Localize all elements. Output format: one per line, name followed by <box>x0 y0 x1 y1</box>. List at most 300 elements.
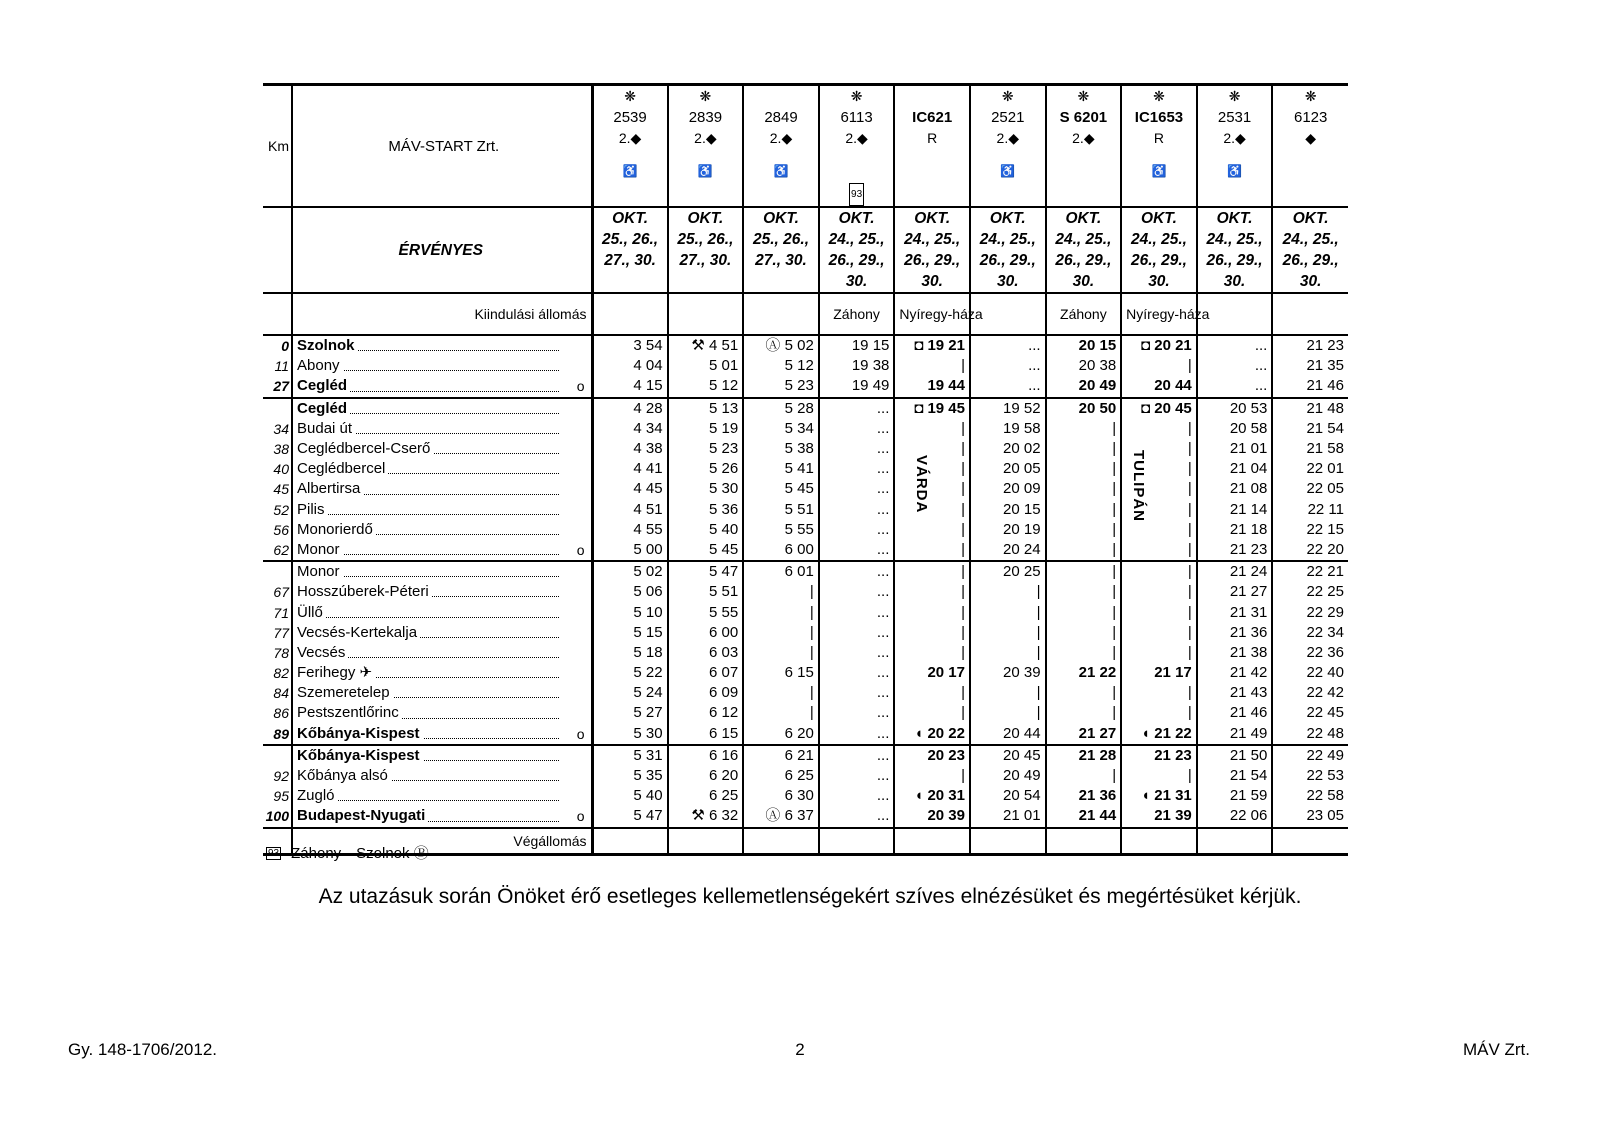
time-cell: 21 44 <box>1046 806 1122 827</box>
time-cell: 19 49 <box>819 376 895 397</box>
station-name: Abony <box>297 357 343 374</box>
station-name: Ferihegy ✈ <box>297 664 375 681</box>
time-cell: 22 06 <box>1197 806 1273 827</box>
time-cell: | <box>1046 602 1122 622</box>
time-cell: 5 45 <box>743 479 819 499</box>
train-number: 6113 <box>840 109 873 126</box>
validity-row <box>263 207 1348 293</box>
time-cell: 21 24 <box>1197 561 1273 582</box>
validity-line: 26., 29., <box>1206 252 1263 269</box>
time-cell: 20 25 <box>970 561 1046 582</box>
time-cell: 5 23 <box>743 376 819 397</box>
time-cell: 20 49 <box>970 766 1046 786</box>
time-cell: ⚒ 6 32 <box>668 806 744 827</box>
time-cell: 5 55 <box>743 520 819 540</box>
time-cell: 20 17 <box>894 663 970 683</box>
validity-line: 24., 25., <box>1130 231 1187 248</box>
validity-line: 24., 25., <box>1055 231 1112 248</box>
flag-icon: ❋ <box>624 88 636 104</box>
time-cell: ◘ 20 45 <box>1121 398 1197 419</box>
train-column-header <box>970 85 1046 208</box>
time-cell: 5 36 <box>668 500 744 520</box>
time-cell: 21 59 <box>1197 786 1273 806</box>
time-cell: ... <box>819 540 895 561</box>
validity-line: 26., 29., <box>1130 252 1187 269</box>
station-name-cell <box>292 745 592 766</box>
time-cell: | <box>743 602 819 622</box>
time-cell: 19 38 <box>819 356 895 376</box>
station-row <box>263 398 1348 419</box>
validity-line: 30. <box>997 273 1019 290</box>
train-column-header <box>668 85 744 208</box>
train-column-header <box>592 85 668 208</box>
origin-station: Nyíregy-háza <box>1121 293 1197 335</box>
station-name: Üllő <box>297 604 326 621</box>
km-value: 34 <box>263 419 292 439</box>
time-cell: | <box>894 459 970 479</box>
time-cell: 5 45 <box>668 540 744 561</box>
time-cell: | <box>1046 540 1122 561</box>
train-class: 2.◆ <box>845 130 868 146</box>
timetable <box>263 83 1348 856</box>
time-cell: 22 15 <box>1306 520 1344 538</box>
time-cell: | <box>1046 419 1122 439</box>
station-row <box>263 786 1348 806</box>
time-cell: Ⓐ 5 02 <box>743 335 819 356</box>
station-name-cell <box>292 561 592 582</box>
time-cell: 5 31 <box>592 745 668 766</box>
origin-label: Kiindulási állomás <box>292 293 592 335</box>
time-cell: 22 21 <box>1272 561 1348 582</box>
validity-line: 27., 30. <box>755 252 807 269</box>
time-cell: ... <box>819 398 895 419</box>
time-cell: 21 14 <box>1197 500 1273 520</box>
time-cell: | <box>743 703 819 723</box>
destination-cell <box>592 828 668 855</box>
km-value <box>263 561 292 582</box>
leader-dots <box>297 617 559 618</box>
time-cell: 20 44 <box>1121 376 1197 397</box>
km-value: 45 <box>263 479 292 499</box>
time-cell: 21 17 <box>1121 663 1197 683</box>
accessibility-icon: ♿ <box>1151 164 1167 178</box>
flag-icon <box>899 86 965 107</box>
time-cell: | <box>894 602 970 622</box>
time-cell: 22 29 <box>1306 603 1344 621</box>
time-cell: ... <box>819 683 895 703</box>
station-name: Vecsés-Kertekalja <box>297 624 420 641</box>
destination-cell <box>1046 828 1122 855</box>
origin-station: Záhony <box>1046 293 1122 335</box>
time-cell: 21 27 <box>1197 582 1273 602</box>
time-cell: 22 40 <box>1306 664 1344 682</box>
flag-icon: ❋ <box>699 88 712 104</box>
station-name-cell <box>292 398 592 419</box>
destination-cell <box>819 828 895 855</box>
arrival-marker: o <box>576 808 585 825</box>
destination-cell <box>743 828 819 855</box>
time-cell: 20 45 <box>970 745 1046 766</box>
km-value <box>263 398 292 419</box>
time-cell: ... <box>970 376 1046 397</box>
train-number: 2849 <box>764 109 798 126</box>
time-cell: 20 38 <box>1046 356 1122 376</box>
station-row <box>263 806 1348 827</box>
time-cell: | <box>894 439 970 459</box>
time-cell: ... <box>819 786 895 806</box>
validity-dates <box>1197 207 1273 293</box>
time-cell: 21 23 <box>1121 745 1197 766</box>
time-cell: 5 47 <box>668 561 744 582</box>
time-cell: 20 58 <box>1197 419 1273 439</box>
time-cell: ... <box>819 520 895 540</box>
time-cell: 22 42 <box>1306 684 1344 702</box>
time-cell: | <box>743 582 819 602</box>
train-name-vertical: VÁRDA <box>913 455 930 514</box>
time-cell: 6 07 <box>668 663 744 683</box>
footnote-ref: 93 <box>849 183 864 206</box>
km-value: 92 <box>263 766 292 786</box>
flag-icon: ❋ <box>850 88 863 104</box>
time-cell: | <box>894 703 970 723</box>
train-class: R <box>1153 130 1165 146</box>
time-cell: 4 28 <box>592 398 668 419</box>
flag-icon: ❋ <box>1304 88 1317 104</box>
arrival-marker: o <box>576 725 585 742</box>
validity-line <box>598 271 663 292</box>
time-cell: 21 31 <box>1197 602 1273 622</box>
time-cell: 5 38 <box>743 439 819 459</box>
time-cell: | <box>894 520 970 540</box>
time-cell: 21 01 <box>1197 439 1273 459</box>
time-cell: | <box>1121 683 1197 703</box>
time-cell: 21 46 <box>1197 703 1273 723</box>
time-cell: | <box>1046 459 1122 479</box>
origin-station <box>592 293 668 335</box>
time-cell: 5 13 <box>668 398 744 419</box>
km-value: 11 <box>263 356 292 376</box>
train-class: 2.◆ <box>1072 130 1095 146</box>
station-name: Budai út <box>297 420 355 437</box>
station-row <box>263 663 1348 683</box>
validity-line: 30. <box>1148 273 1170 290</box>
time-cell: 6 20 <box>743 724 819 745</box>
train-number: IC621 <box>912 109 953 126</box>
station-name-cell <box>292 623 592 643</box>
time-cell: ... <box>819 643 895 663</box>
time-cell: 4 41 <box>592 459 668 479</box>
validity-line: OKT. <box>1065 210 1102 227</box>
station-name: Kőbánya-Kispest <box>297 725 423 742</box>
time-cell: ◖ 20 22 <box>894 724 970 745</box>
time-cell: 21 48 <box>1272 398 1348 419</box>
time-cell: | <box>1046 643 1122 663</box>
flag-icon <box>748 86 814 107</box>
time-cell: 5 30 <box>668 479 744 499</box>
station-name-cell <box>292 806 592 827</box>
time-cell: | <box>894 643 970 663</box>
time-cell: 20 24 <box>970 540 1046 561</box>
station-row <box>263 683 1348 703</box>
accessibility-icon: ♿ <box>622 164 638 178</box>
time-cell: 6 00 <box>668 623 744 643</box>
time-cell: 5 40 <box>668 520 744 540</box>
station-row <box>263 643 1348 663</box>
time-cell: 21 01 <box>970 806 1046 827</box>
time-cell: | <box>1121 479 1197 499</box>
time-cell: ... <box>819 766 895 786</box>
station-name: Pilis <box>297 501 328 518</box>
station-row <box>263 623 1348 643</box>
station-row <box>263 724 1348 745</box>
time-cell: | <box>1121 623 1197 643</box>
time-cell: 5 22 <box>592 663 668 683</box>
time-cell: 6 21 <box>743 745 819 766</box>
time-cell: 21 39 <box>1121 806 1197 827</box>
time-cell: | <box>894 582 970 602</box>
flag-icon: ❋ <box>1001 88 1014 104</box>
validity-line: 30. <box>1072 273 1095 290</box>
validity-dates <box>1121 207 1197 293</box>
time-cell: | <box>1121 602 1197 622</box>
document-number: Gy. 148-1706/2012. <box>68 1040 218 1059</box>
time-cell: 21 38 <box>1197 643 1273 663</box>
validity-line <box>673 271 739 292</box>
time-cell: ... <box>1197 376 1273 397</box>
validity-line: 24., 25., <box>1206 231 1263 248</box>
origin-station: Nyíregy-háza <box>894 293 970 335</box>
leader-dots <box>297 514 559 515</box>
time-cell: ◘ 20 21 <box>1121 335 1197 356</box>
time-cell: 22 58 <box>1306 787 1344 805</box>
time-cell: 21 42 <box>1197 663 1273 683</box>
train-column-header <box>1046 85 1122 208</box>
accessibility-icon: ♿ <box>773 164 789 178</box>
time-cell: | <box>1046 439 1122 459</box>
km-value <box>263 745 292 766</box>
time-cell: 5 26 <box>668 459 744 479</box>
time-cell: ◘ 19 45 <box>894 398 970 419</box>
train-class: 2.◆ <box>996 130 1019 146</box>
time-cell: 5 35 <box>592 766 668 786</box>
time-cell: | <box>1046 520 1122 540</box>
validity-line: OKT. <box>838 210 875 227</box>
station-name-cell <box>292 356 592 376</box>
accessibility-icon <box>899 161 965 182</box>
arrival-marker: o <box>576 378 585 395</box>
validity-line: 24., 25., <box>904 231 961 248</box>
time-cell: ◖ 21 22 <box>1121 724 1197 745</box>
time-cell: 22 48 <box>1306 724 1344 742</box>
time-cell: | <box>894 766 970 786</box>
validity-line: OKT. <box>1141 210 1177 227</box>
validity-line: 25., 26., <box>752 231 809 248</box>
km-header: Km <box>263 85 292 208</box>
validity-line: 24., 25., <box>979 231 1036 248</box>
time-cell: 21 54 <box>1306 419 1344 437</box>
time-cell: 21 23 <box>1197 540 1273 561</box>
time-cell: | <box>1121 439 1197 459</box>
footnote-text: Záhony—Szolnok Ⓑ <box>291 845 429 862</box>
validity-dates <box>592 207 668 293</box>
train-number: IC1653 <box>1134 109 1184 126</box>
accessibility-icon: ♿ <box>1000 164 1016 178</box>
time-cell: 21 58 <box>1306 440 1344 458</box>
time-cell: 5 24 <box>592 683 668 703</box>
time-cell: 6 12 <box>668 703 744 723</box>
validity-line: 26., 29., <box>828 252 885 269</box>
time-cell: ... <box>819 724 895 745</box>
km-value: 77 <box>263 623 292 643</box>
validity-line <box>748 271 814 292</box>
time-cell: ... <box>819 663 895 683</box>
validity-line: OKT. <box>914 210 951 227</box>
station-name: Szolnok <box>297 337 358 354</box>
km-value: 67 <box>263 582 292 602</box>
time-cell: 5 47 <box>592 806 668 827</box>
km-value: 40 <box>263 459 292 479</box>
station-row <box>263 703 1348 723</box>
time-cell: 6 15 <box>668 724 744 745</box>
time-cell: 19 52 <box>970 398 1046 419</box>
station-name: Monorierdő <box>297 521 376 538</box>
station-name: Monor <box>297 541 343 558</box>
time-cell: | <box>894 419 970 439</box>
time-cell: 21 36 <box>1046 786 1122 806</box>
time-cell: | <box>894 561 970 582</box>
destination-cell <box>1272 828 1348 855</box>
time-cell: | <box>894 356 970 376</box>
time-cell: 5 40 <box>592 786 668 806</box>
station-row <box>263 745 1348 766</box>
km-value: 38 <box>263 439 292 459</box>
time-cell: ... <box>819 479 895 499</box>
time-cell: 5 27 <box>592 703 668 723</box>
station-name: Szemeretelep <box>297 684 393 701</box>
time-cell: 6 00 <box>743 540 819 561</box>
time-cell: | <box>1121 356 1197 376</box>
train-number: S 6201 <box>1059 109 1108 126</box>
validity-line: 26., 29., <box>979 252 1036 269</box>
time-cell: 21 28 <box>1046 745 1122 766</box>
time-cell: 21 27 <box>1046 724 1122 745</box>
km-value: 56 <box>263 520 292 540</box>
validity-line: 26., 29., <box>1282 252 1339 269</box>
km-value: 52 <box>263 500 292 520</box>
valid-label: ÉRVÉNYES <box>292 207 592 293</box>
time-cell: | <box>1121 459 1197 479</box>
station-name-cell <box>292 703 592 723</box>
time-cell: | <box>1046 561 1122 582</box>
station-name-cell <box>292 786 592 806</box>
station-name-cell <box>292 479 592 499</box>
station-row <box>263 520 1348 540</box>
time-cell: 23 05 <box>1306 807 1344 825</box>
time-cell: | <box>1121 419 1197 439</box>
origin-station: Záhony <box>819 293 895 335</box>
time-cell: 5 12 <box>668 376 744 397</box>
time-cell: 22 36 <box>1306 643 1344 661</box>
accessibility-icon <box>1051 161 1117 182</box>
time-cell: 5 00 <box>592 540 668 561</box>
origin-station <box>743 293 819 335</box>
km-value: 27 <box>263 376 292 397</box>
time-cell: | <box>894 540 970 561</box>
time-cell: | <box>970 582 1046 602</box>
origin-row <box>263 293 1348 335</box>
train-class: 2.◆ <box>1223 130 1246 146</box>
accessibility-icon <box>1277 161 1344 182</box>
validity-line: 25., 26., <box>602 231 659 248</box>
time-cell: 5 19 <box>668 419 744 439</box>
station-name-cell <box>292 602 592 622</box>
destination-cell <box>1197 828 1273 855</box>
time-cell: 21 08 <box>1197 479 1273 499</box>
validity-line: OKT. <box>687 210 724 227</box>
validity-line: 24., 25., <box>1282 231 1339 248</box>
validity-dates <box>668 207 744 293</box>
time-cell: 22 05 <box>1306 480 1344 498</box>
station-name-cell <box>292 376 592 397</box>
train-class: 2.◆ <box>769 130 793 146</box>
km-value: 0 <box>263 335 292 356</box>
time-cell: 5 51 <box>743 500 819 520</box>
validity-line: 27., 30. <box>679 252 732 269</box>
km-blank <box>263 207 292 293</box>
station-row <box>263 582 1348 602</box>
validity-line: 30. <box>1223 273 1246 290</box>
station-name: Ceglédbercel-Cserő <box>297 440 433 457</box>
station-name: Zugló <box>297 787 338 804</box>
station-name: Monor <box>297 563 343 580</box>
origin-station <box>668 293 744 335</box>
time-cell: ⚒ 4 51 <box>668 335 744 356</box>
time-cell: 5 01 <box>668 356 744 376</box>
time-cell: 22 45 <box>1306 704 1344 722</box>
train-column-header <box>894 85 970 208</box>
time-cell: 20 05 <box>970 459 1046 479</box>
time-cell: Ⓐ 6 37 <box>743 806 819 827</box>
train-column-header <box>1197 85 1273 208</box>
time-cell: | <box>1046 623 1122 643</box>
time-cell: 21 54 <box>1197 766 1273 786</box>
time-cell: ... <box>819 806 895 827</box>
origin-station <box>970 293 1046 335</box>
time-cell: 4 15 <box>592 376 668 397</box>
station-row <box>263 419 1348 439</box>
train-number: 2531 <box>1217 109 1252 126</box>
time-cell: 21 35 <box>1306 357 1344 375</box>
footnote <box>266 842 429 863</box>
station-name: Ceglédbercel <box>297 460 388 477</box>
km-value: 86 <box>263 703 292 723</box>
time-cell: ... <box>970 356 1046 376</box>
time-cell: | <box>1046 683 1122 703</box>
time-cell: | <box>894 500 970 520</box>
time-cell: 20 50 <box>1046 398 1122 419</box>
time-cell: 20 49 <box>1046 376 1122 397</box>
time-cell: 20 15 <box>970 500 1046 520</box>
origin-station <box>1197 293 1273 335</box>
time-cell: | <box>894 623 970 643</box>
time-cell: | <box>970 703 1046 723</box>
time-cell: | <box>1121 520 1197 540</box>
time-cell: | <box>1121 703 1197 723</box>
validity-dates <box>894 207 970 293</box>
time-cell: 21 04 <box>1197 459 1273 479</box>
time-cell: ... <box>819 500 895 520</box>
validity-line: 30. <box>845 273 868 290</box>
